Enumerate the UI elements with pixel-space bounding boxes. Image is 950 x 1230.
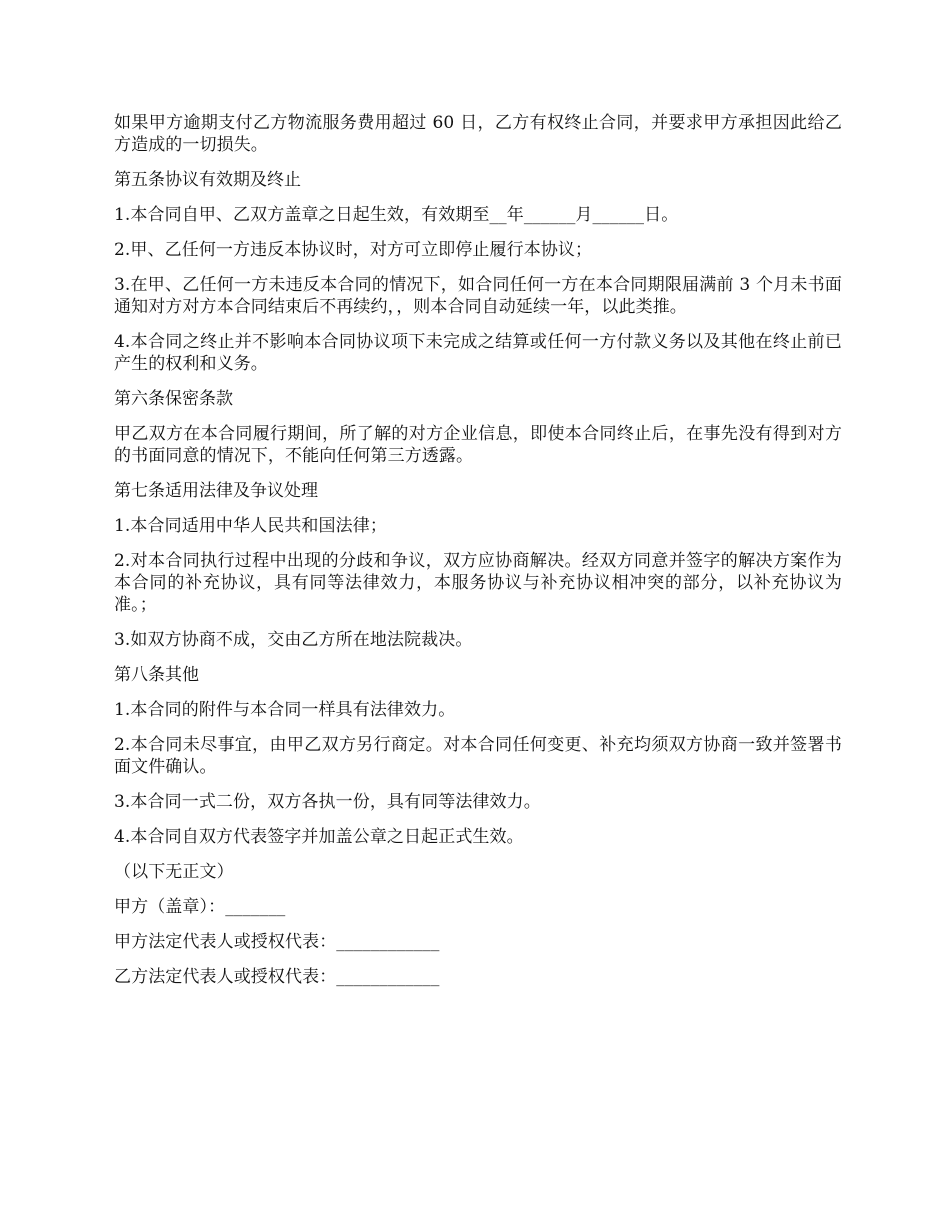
clause-breach-stop-performance: 2.甲、乙任何一方违反本协议时，对方可立即停止履行本协议； bbox=[114, 240, 593, 260]
signature-line-party-b-representative: 乙方法定代表人或授权代表：____________ bbox=[114, 967, 440, 987]
section-heading-law-and-disputes: 第七条适用法律及争议处理 bbox=[114, 481, 318, 501]
clause-effective-period: 1.本合同自甲、乙双方盖章之日起生效，有效期至__年______月______日。 bbox=[114, 205, 679, 225]
clause-copies: 3.本合同一式二份，双方各执一份，具有同等法律效力。 bbox=[114, 792, 541, 812]
section-heading-term-and-termination: 第五条协议有效期及终止 bbox=[114, 170, 301, 190]
clause-court-jurisdiction: 3.如双方协商不成，交由乙方所在地法院裁决。 bbox=[114, 630, 473, 650]
clause-termination-obligations: 4.本合同之终止并不影响本合同协议项下未完成之结算或任何一方付款义务以及其他在终止前已产生的权利和义务。 bbox=[114, 332, 842, 374]
section-heading-confidentiality: 第六条保密条款 bbox=[114, 389, 233, 409]
clause-applicable-law: 1.本合同适用中华人民共和国法律； bbox=[114, 516, 387, 536]
section-heading-miscellaneous: 第八条其他 bbox=[114, 665, 199, 685]
document-page bbox=[114, 112, 842, 1001]
paragraph-late-payment-termination: 如果甲方逾期支付乙方物流服务费用超过 60 日，乙方有权终止合同，并要求甲方承担因此给乙方造成的一切损失。 bbox=[114, 113, 842, 155]
signature-line-party-a-representative: 甲方法定代表人或授权代表：____________ bbox=[114, 932, 440, 952]
clause-auto-renewal: 3.在甲、乙任何一方未违反本合同的情况下，如合同任何一方在本合同期限届满前 3 个月未书面通知对方对方本合同结束后不再续约，，则本合同自动延续一年，以此类推。 bbox=[114, 275, 842, 317]
clause-amendments: 2.本合同未尽事宜，由甲乙双方另行商定。对本合同任何变更、补充均须双方协商一致并签署书面文件确认。 bbox=[114, 735, 842, 777]
clause-dispute-negotiation: 2.对本合同执行过程中出现的分歧和争议，双方应协商解决。经双方同意并签字的解决方案作为本合同的补充协议，具有同等法律效力，本服务协议与补充协议相冲突的部分，以补充协议为准。； bbox=[114, 551, 842, 615]
clause-attachments-effect: 1.本合同的附件与本合同一样具有法律效力。 bbox=[114, 700, 456, 720]
end-of-text-note: （以下无正文） bbox=[114, 862, 234, 882]
clause-confidentiality: 甲乙双方在本合同履行期间，所了解的对方企业信息，即使本合同终止后，在事先没有得到对方的书面同意的情况下，不能向任何第三方透露。 bbox=[114, 424, 842, 466]
clause-effective-upon-signing: 4.本合同自双方代表签字并加盖公章之日起正式生效。 bbox=[114, 827, 524, 847]
signature-line-party-a-seal: 甲方（盖章）：_______ bbox=[114, 897, 286, 917]
